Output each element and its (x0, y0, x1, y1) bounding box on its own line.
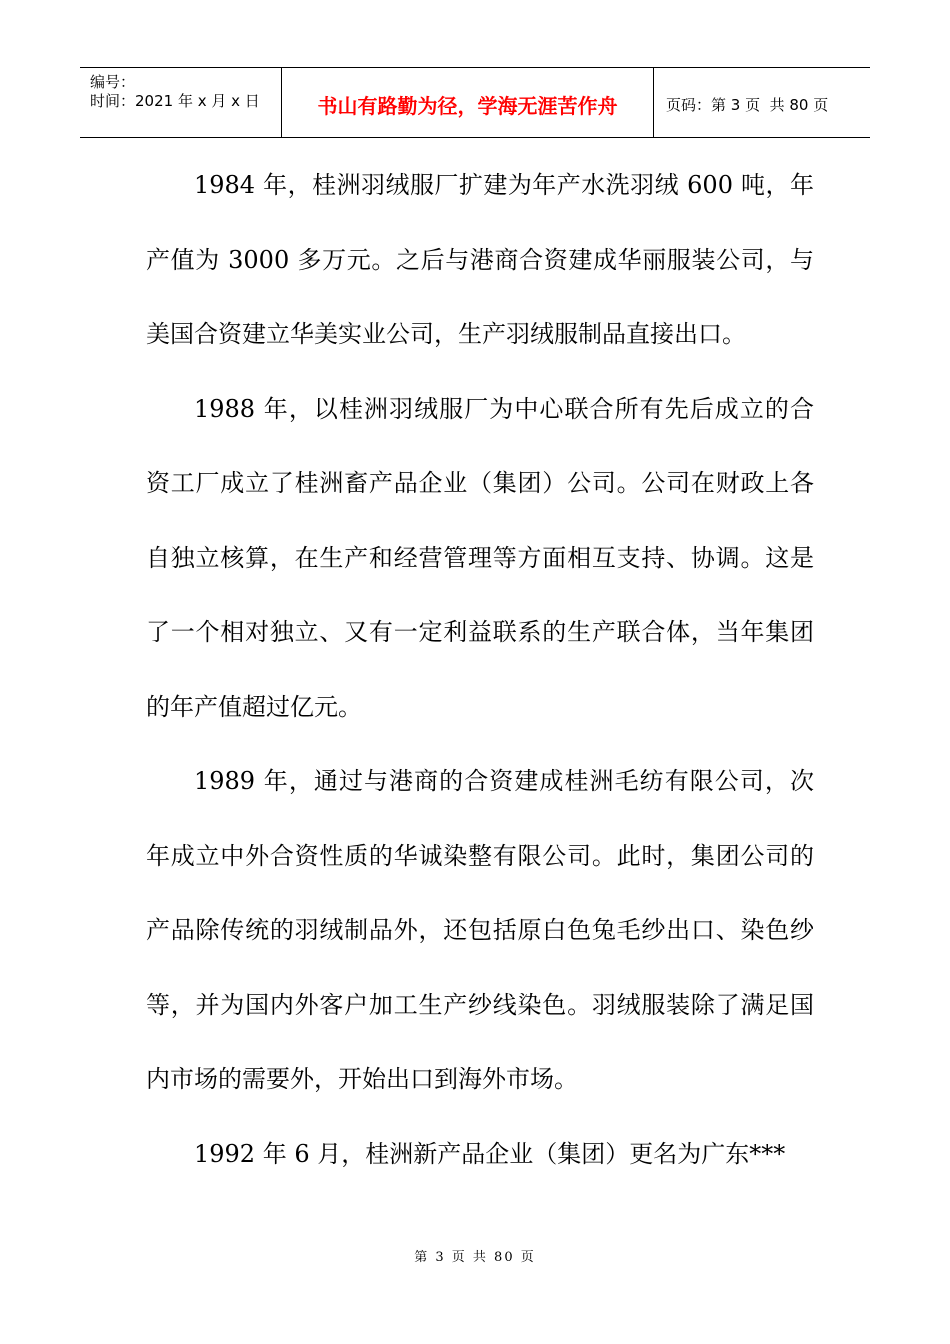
document-number-label: 编号： (90, 73, 136, 91)
header-meta (80, 68, 282, 137)
paragraph-1989: 1989 年，通过与港商的合资建成桂洲毛纺有限公司，次年成立中外合资性质的华诚染整有限公司。此时，集团公司的产品除传统的羽绒制品外，还包括原白色兔毛纱出口、染色纱等，并为国内外客户加工生产纱线染色。羽绒服装除了满足国内市场的需要外，开始出口到海外市场。 (146, 767, 814, 1093)
paragraph-1992: 1992 年 6 月，桂洲新产品企业（集团）更名为广东*** (194, 1139, 786, 1168)
paragraph-1988: 1988 年，以桂洲羽绒服厂为中心联合所有先后成立的合资工厂成立了桂洲畜产品企业（集团）公司。公司在财政上各自独立核算，在生产和经营管理等方面相互支持、协调。这是了一个相对独立、又有一定利益联系的生产联合体，当年集团的年产值超过亿元。 (146, 394, 814, 721)
document-body (146, 148, 814, 1191)
header-motto: 书山有路勤为径，学海无涯苦作舟 (282, 68, 654, 137)
header-page-info (654, 68, 870, 137)
paragraph-1984: 1984 年，桂洲羽绒服厂扩建为年产水洗羽绒 600 吨，年产值为 3000 多万元。之后与港商合资建成华丽服装公司，与美国合资建立华美实业公司，生产羽绒服制品直接出口。 (146, 171, 814, 348)
page-footer: 第 3 页 共 80 页 (414, 1250, 536, 1265)
document-date-label: 时间：2021 年 x 月 x 日 (90, 92, 260, 110)
header-page-label: 页码：第 3 页 共 80 页 (666, 96, 829, 114)
document-header (80, 67, 870, 138)
